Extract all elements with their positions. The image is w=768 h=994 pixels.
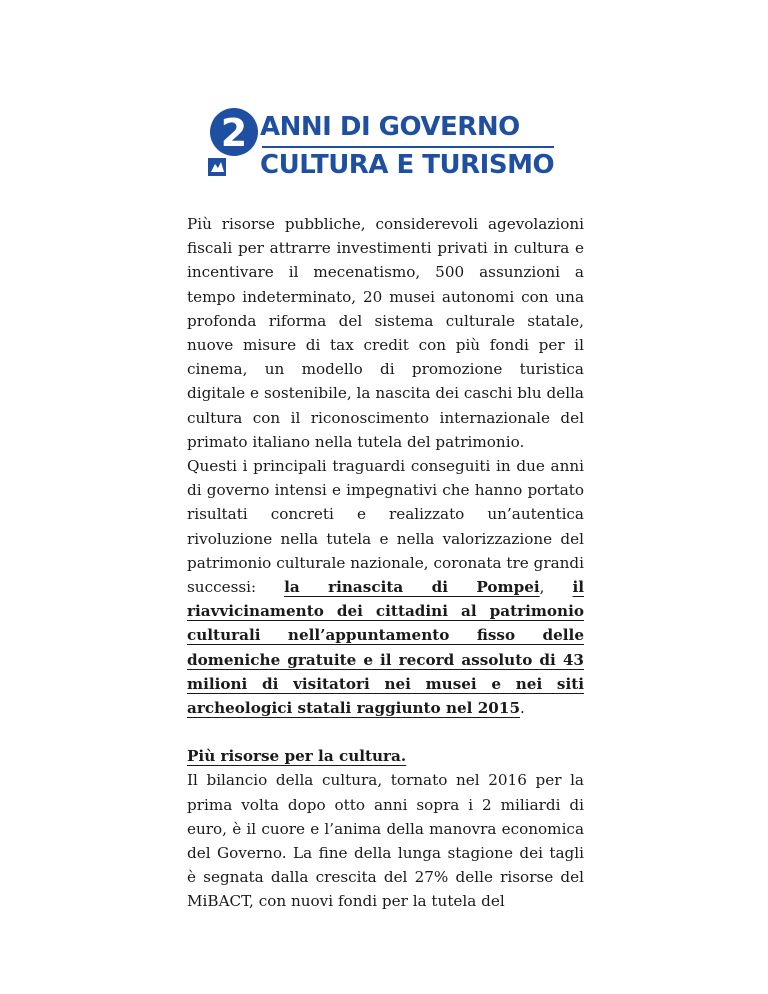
article-body — [187, 212, 584, 914]
logo-title-line1: ANNI DI GOVERNO — [260, 112, 520, 142]
separator: , — [539, 578, 573, 597]
paragraph-intro: Più risorse pubbliche, considerevoli agevolazioni fiscali per attrarre investimenti privati in cultura e incentivare il mecenatismo, 500 assunzioni a tempo indeterminato, 20 musei autonomi con una profonda riforma del sistema culturale statale, nuove misure di tax credit con più fondi per il cinema, un modello di promozione turistica digitale e sostenibile, la nascita dei caschi blu della cultura con il riconoscimento internazionale del primato italiano nella tutela del patrimonio. — [187, 215, 584, 451]
highlight-pompei: la rinascita di Pompei — [284, 578, 540, 597]
highlight-visitors: il riavvicinamento dei cittadini al patrimonio culturali nell’appuntamento fisso delle domeniche gratuite e il record assoluto di 43 milioni di visitatori nei musei e nei siti archeologici statali raggiunto nel 2015 — [187, 578, 584, 718]
paragraph-achievements-text: Questi i principali traguardi conseguiti in due anni di governo intensi e impegnativi che hanno portato risultati concreti e realizzato un’autentica rivoluzione nella tutela e nella valorizzazione del patrimonio culturale nazionale, coronata tre grandi successi: — [187, 457, 584, 597]
logo-number: 2 — [220, 111, 248, 155]
logo-divider — [262, 146, 554, 148]
logo — [204, 106, 564, 186]
logo-emblem-icon — [204, 106, 260, 186]
section-heading: Più risorse per la cultura. — [187, 747, 407, 766]
paragraph-end: . — [520, 699, 525, 718]
paragraph-achievements — [187, 454, 584, 720]
paragraph-budget: Il bilancio della cultura, tornato nel 2016 per la prima volta dopo otto anni sopra i 2 miliardi di euro, è il cuore e l’anima della manovra economica del Governo. La fine della lunga stagione dei tagli è segnata dalla crescita del 27% delle risorse del MiBACT, con nuovi fondi per la tutela del — [187, 771, 584, 911]
paragraph-gap — [187, 720, 584, 744]
logo-title-line2: CULTURA E TURISMO — [260, 150, 555, 180]
